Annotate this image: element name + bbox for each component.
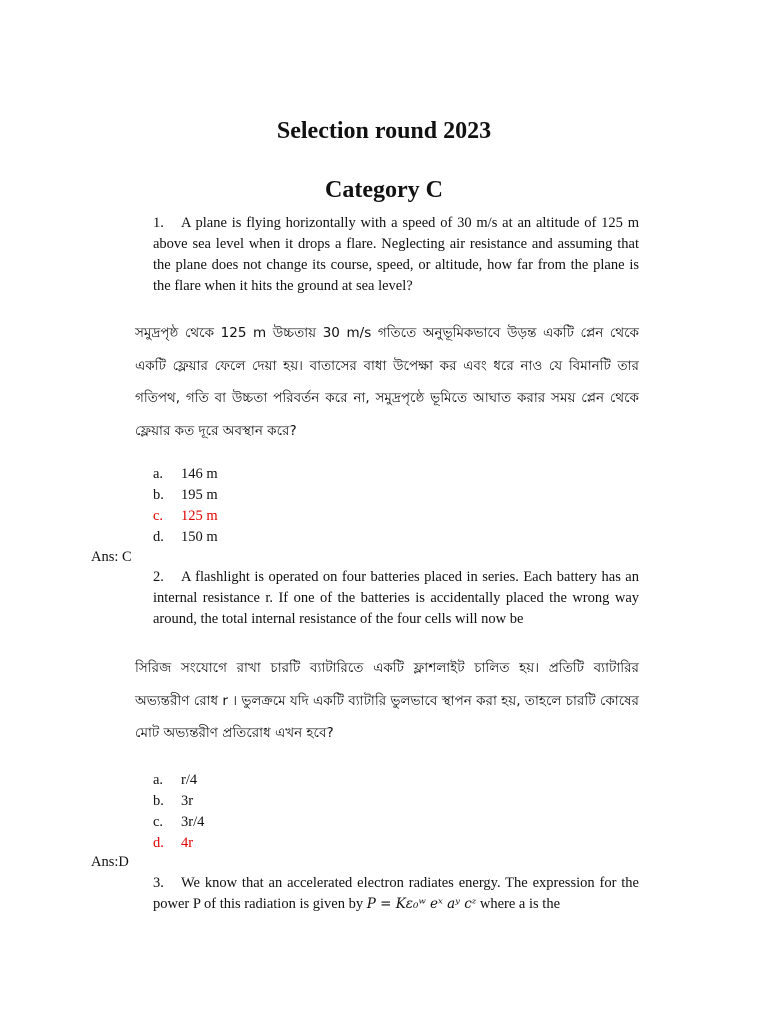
question-text: We know that an accelerated electron radiates energy. The expression for the power P of this radiation is given by bbox=[153, 875, 639, 912]
question-1-bangla: সমুদ্রপৃষ্ঠ থেকে 125 m উচ্চতায় 30 m/s গতিতে অনুভূমিকভাবে উড়ন্ত একটি প্লেন থেকে একটি ফ্লেয়ার ফেলে দেয়া হয়। বাতাসের বাধা উপেক্ষা কর এবং ধরে নাও যে বিমানটি তার গতিপথ, গতি বা উচ্চতা পরিবর্তন করে না, সমুদ্রপৃষ্ঠে ভূমিতে আঘাত করার সময় প্লেন থেকে ফ্লেয়ার কত দূরে অবস্থান করে? bbox=[135, 325, 639, 439]
question-2 bbox=[153, 567, 639, 630]
question-1 bbox=[153, 213, 639, 297]
document-subtitle: Category C bbox=[325, 177, 443, 203]
option-d: d. 150 m bbox=[153, 529, 218, 545]
question-2-options bbox=[153, 770, 204, 854]
option-c: c. 3r/4 bbox=[153, 814, 205, 830]
option-d-correct: d. 4r bbox=[153, 835, 194, 851]
document-title: Selection round 2023 bbox=[276, 118, 492, 144]
question-text: A plane is flying horizontally with a speed of 30 m/s at an altitude of 125 m above sea level when it drops a flare. Neglecting air resistance and assuming that the plane does not change its course, speed, or altitude, how far from the plane is the flare when it hits the ground at sea level? bbox=[153, 215, 639, 294]
question-1-options bbox=[153, 464, 218, 548]
question-number: 2. bbox=[153, 569, 164, 585]
option-a: a. 146 m bbox=[153, 466, 218, 482]
option-b: b. 195 m bbox=[153, 487, 218, 503]
question-2-answer: Ans:D bbox=[91, 854, 129, 870]
option-b: b. 3r bbox=[153, 793, 194, 809]
question-number: 3. bbox=[153, 875, 164, 891]
option-a: a. r/4 bbox=[153, 772, 198, 788]
question-text: A flashlight is operated on four batteries placed in series. Each battery has an internal resistance r. If one of the batteries is accidentally placed the wrong way around, the total internal resistance of the four cells will now be bbox=[153, 569, 639, 627]
question-3 bbox=[153, 873, 639, 915]
question-2-bangla: সিরিজ সংযোগে রাখা চারটি ব্যাটারিতে একটি ফ্লাশলাইট চালিত হয়। প্রতিটি ব্যাটারির অভ্যন্তরীণ রোধ r । ভুলক্রমে যদি একটি ব্যাটারি ভুলভাবে স্থাপন করা হয়, তাহলে চারটি কোষের মোট অভ্যন্তরীণ প্রতিরোধ এখন হবে? bbox=[135, 660, 639, 741]
question-number: 1. bbox=[153, 215, 164, 231]
question-1-answer: Ans: C bbox=[91, 549, 132, 565]
power-formula: P = Kε₀ʷ eˣ aʸ cᶻ bbox=[366, 896, 477, 912]
question-text-continued: where a is the bbox=[479, 896, 561, 912]
option-c-correct: c. 125 m bbox=[153, 508, 218, 524]
